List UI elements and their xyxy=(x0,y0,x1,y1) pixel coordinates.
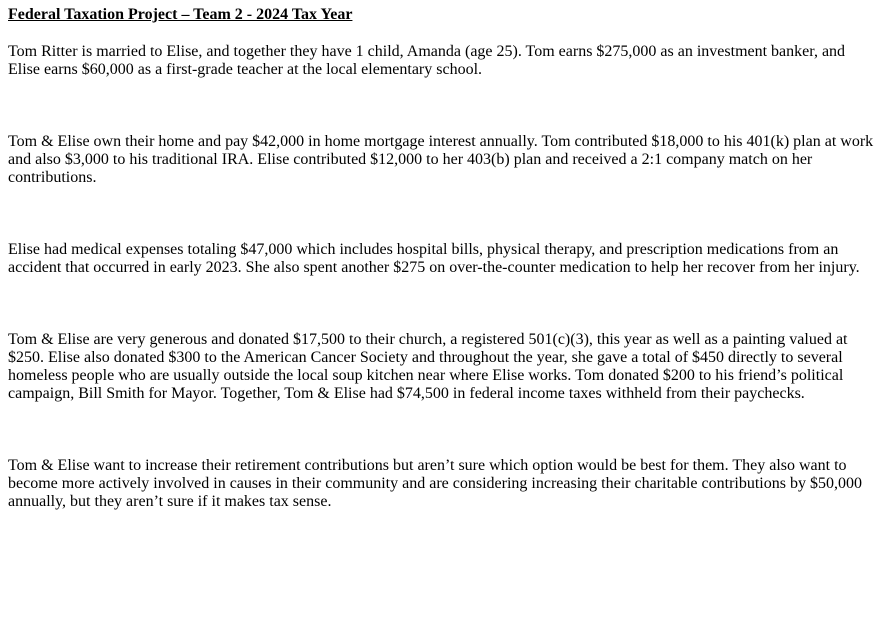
document-title: Federal Taxation Project – Team 2 - 2024 Tax Year xyxy=(8,6,353,23)
paragraph-medical-expenses: Elise had medical expenses totaling $47,000 which includes hospital bills, physical therapy, and prescription medications from an accident that occurred in early 2023. She also spent another $275 on over-the-counter medication to help her recover from her injury. xyxy=(8,241,860,276)
paragraph-family-income: Tom Ritter is married to Elise, and together they have 1 child, Amanda (age 25). Tom earns $275,000 as an investment banker, and Elise earns $60,000 as a first-grade teacher at the local elementary school. xyxy=(8,43,846,78)
document-body xyxy=(8,6,876,511)
paragraph-goals: Tom & Elise want to increase their retirement contributions but aren’t sure which option would be best for them. They also want to become more actively involved in causes in their community and are considering increasing their charitable contributions by $50,000 annually, but they aren’t sure if it makes tax sense. xyxy=(8,457,862,510)
paragraph-donations-withholding: Tom & Elise are very generous and donated $17,500 to their church, a registered 501(c)(3), this year as well as a painting valued at $250. Elise also donated $300 to the American Cancer Society and throughout the year, she gave a total of $450 directly to several homeless people who are usually outside the local soup kitchen near where Elise works. Tom donated $200 to his friend’s political campaign, Bill Smith for Mayor. Together, Tom & Elise had $74,500 in federal income taxes withheld from their paychecks. xyxy=(8,331,848,402)
paragraph-home-retirement: Tom & Elise own their home and pay $42,000 in home mortgage interest annually. Tom contributed $18,000 to his 401(k) plan at work and also $3,000 to his traditional IRA. Elise contributed $12,000 to her 403(b) plan and received a 2:1 company match on her contributions. xyxy=(8,133,874,186)
